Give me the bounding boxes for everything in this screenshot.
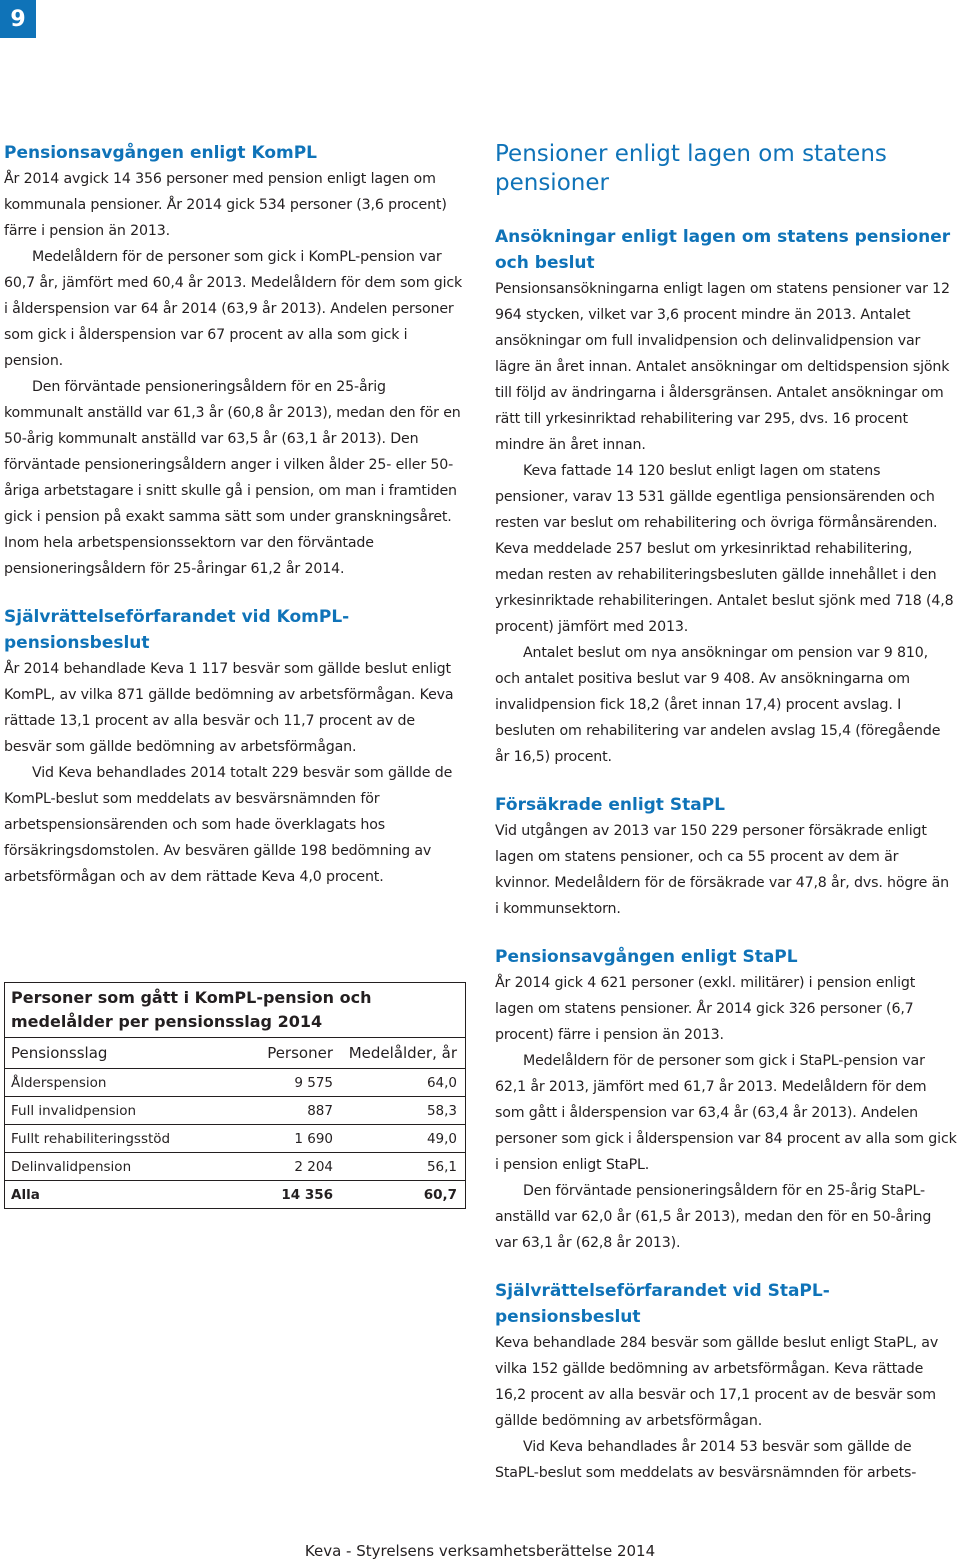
paragraph: Vid Keva behandlades 2014 totalt 229 besvär som gällde de KomPL-beslut som meddelats av besvärsnämnden för arbetspensionsärenden och som hade överklagats hos försäkringsdomstolen. Av besvären gällde 198 bedömning av arbetsförmågan och av dem rättade Keva 4,0 procent. xyxy=(4,765,453,885)
table-cell: 1 690 xyxy=(294,1130,333,1147)
right-column xyxy=(495,140,957,1486)
table-cell: Delinvalidpension xyxy=(11,1158,132,1175)
table-total-row xyxy=(5,1181,465,1208)
section-heading-insured: Försäkrade enligt StaPL xyxy=(495,795,725,815)
table-cell: 14 356 xyxy=(281,1186,333,1203)
table-row xyxy=(5,1097,465,1125)
paragraph: Antalet beslut om nya ansökningar om pension var 9 810, och antalet positiva beslut var 9 408. Av ansökningarna om invalidpension fick 18,2 (året innan 17,4) procent avslag. I besluten om rehabilitering var andelen avslag 15,4 (föregående år 16,5) procent. xyxy=(495,645,941,765)
table-cell: Ålderspension xyxy=(11,1074,107,1091)
paragraph: Den förväntade pensioneringsåldern för en 25-årig StaPL-anställd var 62,0 år (61,5 år 2013), medan den för en 50-åring var 63,1 år (62,8 år 2013). xyxy=(495,1183,932,1251)
paragraph: År 2014 gick 4 621 personer (exkl. militärer) i pension enligt lagen om statens pensioner. År 2014 gick 326 personer (6,7 procent) färre i pension än 2013. xyxy=(495,975,916,1043)
paragraph: Medelåldern för de personer som gick i StaPL-pension var 62,1 år 2013, jämfört med 61,7 år 2013. Medelåldern för dem som gått i ålderspension var 63,4 år (63,4 år 2013). Andelen personer som gick i ålderspension var 84 procent av alla som gick i pension enligt StaPL. xyxy=(495,1053,957,1173)
left-column xyxy=(4,140,466,890)
paragraph: Den förväntade pensioneringsåldern för en 25-årig kommunalt anställd var 61,3 år (60,8 år 2013), medan den för en 50-årig kommunalt anställd var 63,5 år (63,1 år 2013). Den förväntade pensioneringsåldern anger i vilken ålder 25- eller 50-åriga arbetstagare i snitt skulle gå i pension, om man i framtiden gick i pension på exakt samma sätt som under granskningsåret. Inom hela arbetspensionssektorn var den förväntade pensioneringsåldern för 25-åringar 61,2 år 2014. xyxy=(4,379,461,577)
paragraph: Pensionsansökningarna enligt lagen om statens pensioner var 12 964 stycken, vilket var 3,6 procent mindre än 2013. Antalet ansökningar om full invalidpension och delinvalidpension var lägre än året innan. Antalet ansökningar om deltidspension sjönk till följd av ändringarna i åldersgränsen. Antalet ansökningar om rätt till yrkesinriktad rehabilitering var 295, dvs. 16 procent mindre än året innan. xyxy=(495,281,950,453)
section-heading-applications: Ansökningar enligt lagen om statens pensioner och beslut xyxy=(495,227,951,273)
paragraph: Keva behandlade 284 besvär som gällde beslut enligt StaPL, av vilka 152 gällde bedömning av arbetsförmågan. Keva rättade 16,2 procent av alla besvär och 17,1 procent av de besvär som gällde bedömning av arbetsförmågan. xyxy=(495,1335,939,1429)
paragraph: År 2014 avgick 14 356 personer med pension enligt lagen om kommunala pensioner. År 2014 gick 534 personer (3,6 procent) färre i pension än 2013. xyxy=(4,171,447,239)
table-cell: Fullt rehabiliteringsstöd xyxy=(11,1130,171,1147)
table-cell: 58,3 xyxy=(426,1102,457,1119)
paragraph: Medelåldern för de personer som gick i KomPL-pension var 60,7 år, jämfört med 60,4 år 2013. Medelåldern för dem som gick i ålderspension var 64 år 2014 (63,9 år 2013). Andelen personer som gick i ålderspension var 67 procent av alla som gick i pension. xyxy=(4,249,463,369)
table-row xyxy=(5,1125,465,1153)
section-heading-kompl-self-rectification: Självrättelseförfarandet vid KomPL-pensionsbeslut xyxy=(4,607,350,653)
table-cell: 9 575 xyxy=(294,1074,333,1091)
table-row xyxy=(5,1153,465,1181)
section-heading-stapl-retirement: Pensionsavgången enligt StaPL xyxy=(495,947,798,967)
section-heading-kompl-retirement: Pensionsavgången enligt KomPL xyxy=(4,143,318,163)
table-header-cell: Pensionsslag xyxy=(11,1044,108,1062)
table-cell: Full invalidpension xyxy=(11,1102,137,1119)
paragraph: Vid Keva behandlades år 2014 53 besvär som gällde de StaPL-beslut som meddelats av besvärsnämnden för arbets- xyxy=(495,1439,917,1481)
table-title: Personer som gått i KomPL-pension och medelålder per pensionsslag 2014 xyxy=(5,983,465,1038)
table-cell: 64,0 xyxy=(426,1074,457,1091)
table-header-row xyxy=(5,1038,465,1069)
table-row xyxy=(5,1069,465,1097)
table-cell: 887 xyxy=(307,1102,333,1119)
table-cell: Alla xyxy=(11,1186,40,1203)
page-number-badge: 9 xyxy=(0,0,36,38)
table-header-cell: Medelålder, år xyxy=(348,1044,457,1062)
table-cell: 60,7 xyxy=(423,1186,457,1203)
paragraph: Vid utgången av 2013 var 150 229 personer försäkrade enligt lagen om statens pensioner, och ca 55 procent av dem är kvinnor. Medelåldern för de försäkrade var 47,8 år, dvs. högre än i kommunsektorn. xyxy=(495,823,949,917)
table-cell: 56,1 xyxy=(426,1158,457,1175)
section-heading-stapl-self-rectification: Självrättelseförfarandet vid StaPL-pensionsbeslut xyxy=(495,1281,830,1327)
table-cell: 49,0 xyxy=(426,1130,457,1147)
page-title: Pensioner enligt lagen om statens pensioner xyxy=(495,141,887,196)
page-footer: Keva - Styrelsens verksamhetsberättelse 2014 xyxy=(304,1542,656,1560)
paragraph: År 2014 behandlade Keva 1 117 besvär som gällde beslut enligt KomPL, av vilka 871 gällde bedömning av arbetsförmågan. Keva rättade 13,1 procent av alla besvär och 11,7 procent av de besvär som gällde bedömning av arbetsförmågan. xyxy=(4,661,454,755)
table-cell: 2 204 xyxy=(294,1158,333,1175)
table-header-cell: Personer xyxy=(267,1044,333,1062)
kompl-pension-table xyxy=(4,982,466,1209)
paragraph: Keva fattade 14 120 beslut enligt lagen om statens pensioner, varav 13 531 gällde egentliga pensionsärenden och resten var beslut om rehabilitering och övriga förmånsärenden. Keva meddelade 257 beslut om yrkesinriktad rehabilitering, medan resten av rehabiliteringsbesluten gällde innehållet i den yrkesinriktade rehabiliteringen. Antalet beslut sjönk med 718 (4,8 procent) jämfört med 2013. xyxy=(495,463,954,635)
